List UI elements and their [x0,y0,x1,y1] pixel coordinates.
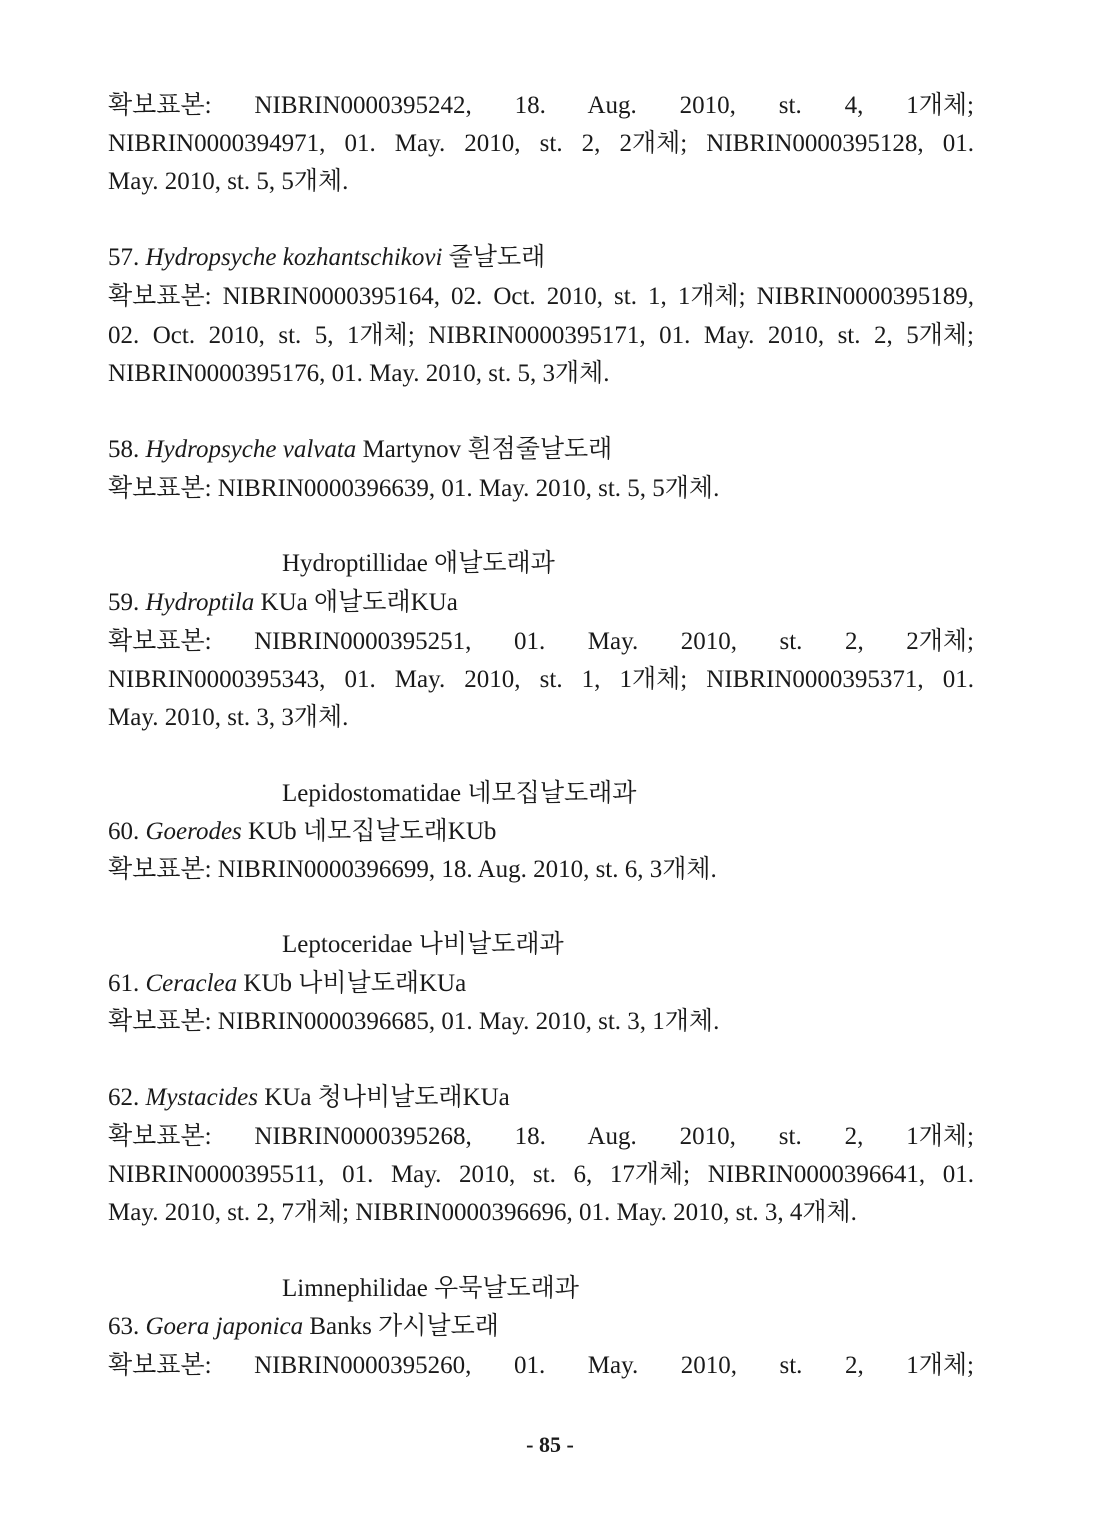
specimen-text-line: 02. Oct. 2010, st. 5, 1개체; NIBRIN0000395171, 01. May. 2010, st. 2, 5개체; [108,322,974,349]
specimen-text-line: 확보표본: NIBRIN0000396639, 01. May. 2010, st. 5, 5개체. [108,475,720,502]
specimen-text-line: NIBRIN0000395511, 01. May. 2010, st. 6, 17개체; NIBRIN0000396641, 01. [108,1161,974,1188]
species-heading-60 [108,814,974,850]
species-number: 59. [108,589,140,616]
species-scientific-name: Goera japonica [145,1313,304,1340]
specimen-text-line: NIBRIN0000395343, 01. May. 2010, st. 1, 1개체; NIBRIN0000395371, 01. [108,666,974,693]
species-korean-name: Martynov 흰점줄날도래 [362,436,613,463]
species-heading-57 [108,240,974,276]
species-korean-name: KUb 네모집날도래KUb [248,818,497,845]
species-scientific-name: Ceraclea [145,970,238,997]
family-heading-lepidostomatidae: Lepidostomatidae 네모집날도래과 [282,780,637,807]
species-scientific-name: Hydropsyche kozhantschikovi [145,244,443,271]
specimen-text-line: NIBRIN0000395176, 01. May. 2010, st. 5, 3개체. [108,360,610,387]
species-korean-name: KUb 나비날도래KUa [243,970,467,997]
species-korean-name: KUa 청나비날도래KUa [264,1084,510,1111]
specimen-text-line: 확보표본: NIBRIN0000395268, 18. Aug. 2010, st. 2, 1개체; [108,1123,974,1150]
page-number: - 85 - [526,1432,574,1457]
specimen-text-line: 확보표본: NIBRIN0000395164, 02. Oct. 2010, st. 1, 1개체; NIBRIN0000395189, [108,283,974,310]
specimen-text-line: May. 2010, st. 5, 5개체. [108,168,349,195]
specimen-text-line: May. 2010, st. 3, 3개체. [108,704,349,731]
family-heading-hydroptillidae: Hydroptillidae 애날도래과 [282,550,555,577]
species-scientific-name: Hydroptila [145,589,255,616]
species-scientific-name: Goerodes [145,818,242,845]
species-heading-58 [108,432,974,468]
species-heading-61 [108,966,974,1002]
species-number: 62. [108,1084,140,1111]
specimen-text-line: 확보표본: NIBRIN0000396699, 18. Aug. 2010, st. 6, 3개체. [108,856,717,883]
species-number: 60. [108,818,140,845]
species-heading-63 [108,1309,974,1345]
specimen-text-line: 확보표본: NIBRIN0000395260, 01. May. 2010, st. 2, 1개체; [108,1352,974,1379]
species-scientific-name: Mystacides [145,1084,258,1111]
species-korean-name: Banks 가시날도래 [309,1313,499,1340]
species-number: 63. [108,1313,140,1340]
family-heading-leptoceridae: Leptoceridae 나비날도래과 [282,931,564,958]
species-heading-59 [108,585,974,621]
species-scientific-name: Hydropsyche valvata [145,436,357,463]
species-number: 61. [108,970,140,997]
species-heading-62 [108,1080,974,1116]
specimen-text-line: May. 2010, st. 2, 7개체; NIBRIN0000396696, 01. May. 2010, st. 3, 4개체. [108,1199,857,1226]
specimen-text-line: 확보표본: NIBRIN0000396685, 01. May. 2010, st. 3, 1개체. [108,1008,720,1035]
species-number: 58. [108,436,140,463]
species-korean-name: KUa 애날도래KUa [260,589,458,616]
specimen-text-line: 확보표본: NIBRIN0000395251, 01. May. 2010, st. 2, 2개체; [108,628,974,655]
species-korean-name: 줄날도래 [448,244,546,271]
species-number: 57. [108,244,140,271]
specimen-text-line: 확보표본: NIBRIN0000395242, 18. Aug. 2010, st. 4, 1개체; [108,92,974,119]
specimen-text-line: NIBRIN0000394971, 01. May. 2010, st. 2, 2개체; NIBRIN0000395128, 01. [108,130,974,157]
family-heading-limnephilidae: Limnephilidae 우묵날도래과 [282,1275,579,1302]
